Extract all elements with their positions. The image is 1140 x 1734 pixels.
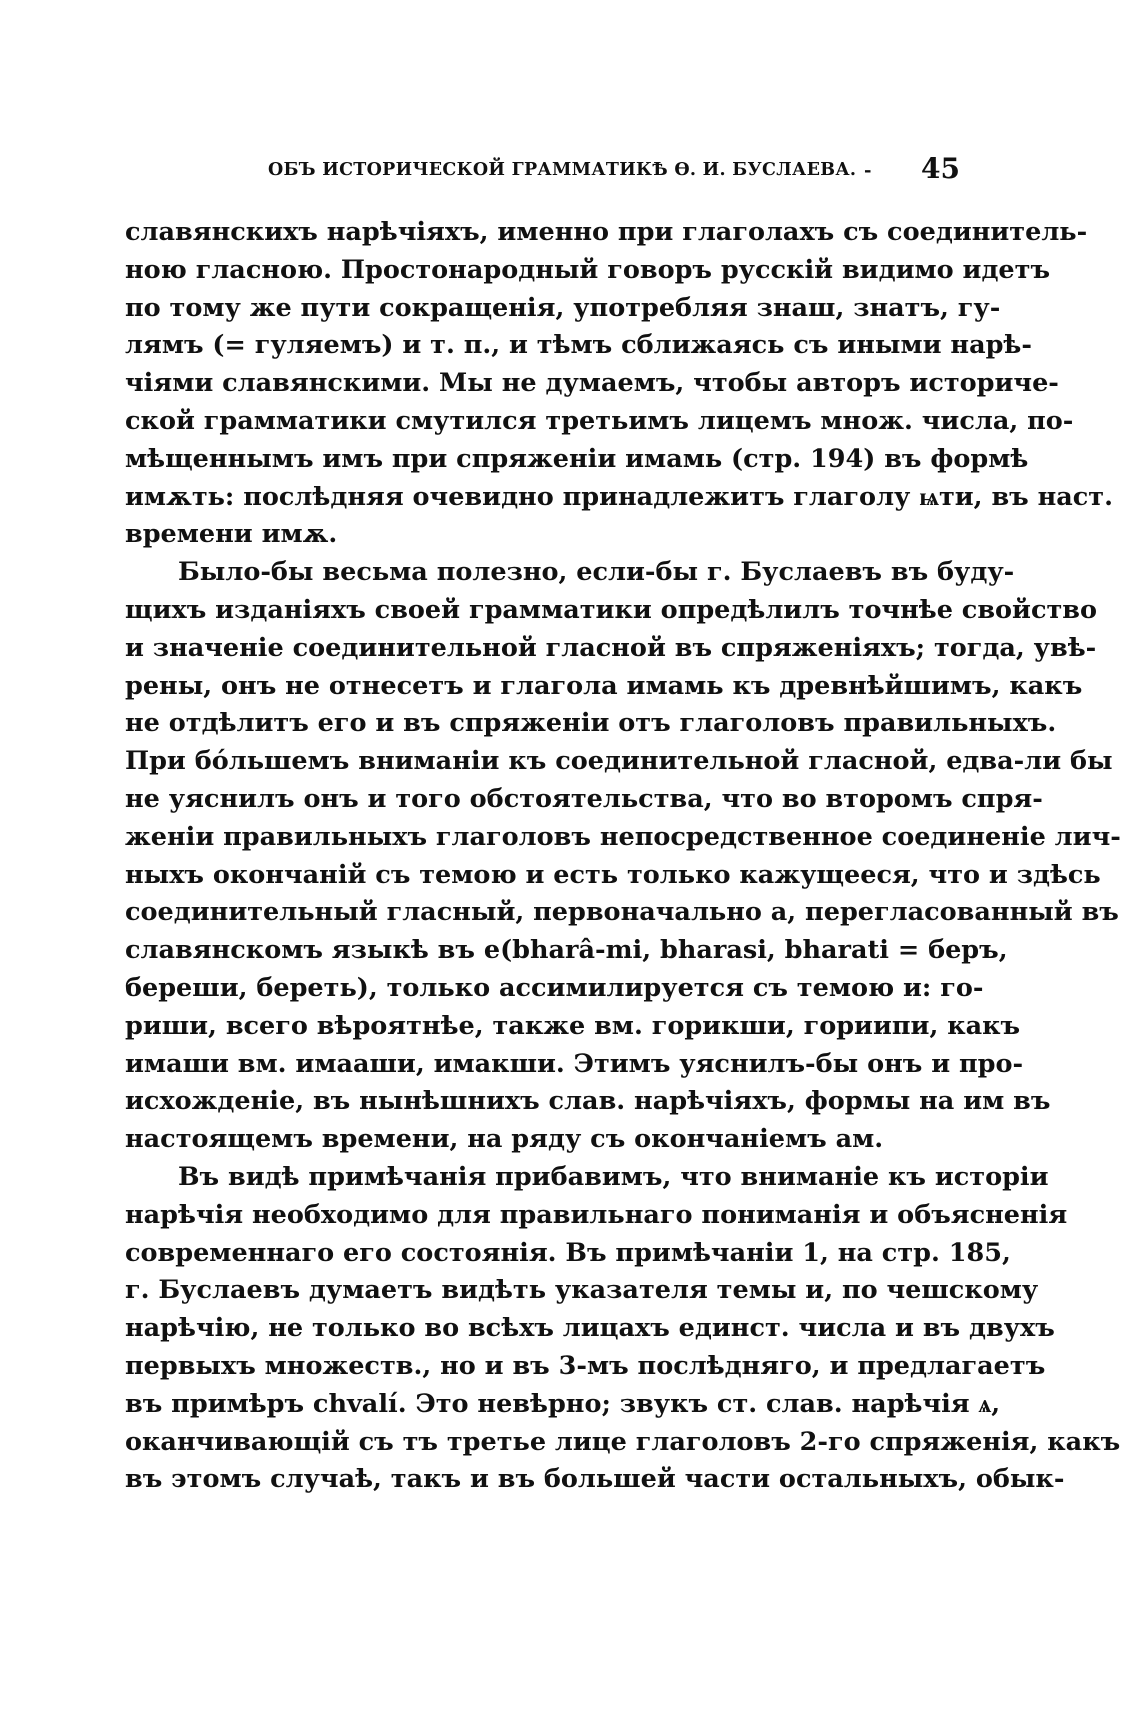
text-line: славянскихъ нарѣчіяхъ, именно при глаголахъ съ соединитель- xyxy=(125,217,1088,247)
text-line: соединительный гласный, первоначально а, перегласованный въ xyxy=(125,897,1119,928)
text-line: славянскомъ языкѣ въ е(bharâ-mi, bharasi, bharati = беръ, xyxy=(125,935,1008,966)
text-line: нарѣчія необходимо для правильнаго пониманія и объясненія xyxy=(125,1199,1068,1230)
paragraph-1 xyxy=(125,214,1113,554)
text-line: нарѣчію, не только во всѣхъ лицахъ единст. числа и въ двухъ xyxy=(125,1313,1055,1344)
body-text xyxy=(125,214,1121,1499)
header-dash: - xyxy=(864,160,872,181)
text-line: мѣщеннымъ имъ при спряженіи имамь (стр. 194) въ формѣ xyxy=(125,443,1029,474)
text-line: не отдѣлитъ его и въ спряженіи отъ глаголовъ правильныхъ. xyxy=(125,708,1057,739)
text-line: въ этомъ случаѣ, такъ и въ большей части остальныхъ, обык- xyxy=(125,1464,1065,1495)
text-line: Въ видѣ примѣчанія прибавимъ, что вниманіе къ исторіи xyxy=(178,1161,1049,1192)
text-line: При бóльшемъ вниманіи къ соединительной гласной, едва-ли бы xyxy=(125,746,1113,777)
text-line: ныхъ окончаній съ темою и есть только кажущееся, что и здѣсь xyxy=(125,859,1101,890)
text-line: береши, береть), только ассимилируется съ темою и: го- xyxy=(125,972,984,1003)
text-line: первыхъ множеств., но и въ 3-мъ послѣдняго, и предлагаетъ xyxy=(125,1350,1046,1381)
text-line: Было-бы весьма полезно, если-бы г. Буслаевъ въ буду- xyxy=(178,557,1015,588)
paragraph-3 xyxy=(125,1159,1121,1499)
running-title: ОБЪ ИСТОРИЧЕСКОЙ ГРАММАТИКѢ Ѳ. И. БУСЛАЕВА. xyxy=(268,160,857,180)
page-number: 45 xyxy=(921,152,960,185)
text-line: ской грамматики смутился третьимъ лицемъ множ. числа, по- xyxy=(125,405,1074,436)
text-line: не уяснилъ онъ и того обстоятельства, что во второмъ спря- xyxy=(125,783,1043,814)
text-line: имѫть: послѣдняя очевидно принадлежитъ глаголу ѩти, въ наст. xyxy=(125,481,1113,512)
text-line: оканчивающій съ тъ третье лице глаголовъ 2-го спряженія, какъ xyxy=(125,1426,1121,1457)
running-head xyxy=(260,152,966,192)
text-line: имаши вм. имааши, имакши. Этимъ уяснилъ-бы онъ и про- xyxy=(125,1048,1024,1079)
text-line: въ примѣръ chvalí. Это невѣрно; звукъ ст. слав. нарѣчія ѧ, xyxy=(125,1388,1001,1419)
text-line: современнаго его состоянія. Въ примѣчаніи 1, на стр. 185, xyxy=(125,1237,1011,1268)
text-line: чіями славянскими. Мы не думаемъ, чтобы авторъ историче- xyxy=(125,368,1059,399)
text-line: рены, онъ не отнесетъ и глагола имамь къ древнѣйшимъ, какъ xyxy=(125,670,1083,701)
text-line: настоящемъ времени, на ряду съ окончаніемъ ам. xyxy=(125,1124,884,1155)
text-line: женіи правильныхъ глаголовъ непосредственное соединеніе лич- xyxy=(125,821,1121,852)
text-line: щихъ изданіяхъ своей грамматики опредѣлилъ точнѣе свойство xyxy=(125,594,1098,625)
text-line: и значеніе соединительной гласной въ спряженіяхъ; тогда, увѣ- xyxy=(125,632,1097,663)
text-line: ною гласною. Простонародный говоръ русскій видимо идетъ xyxy=(125,254,1051,285)
text-line: по тому же пути сокращенія, употребляя знаш, знатъ, гу- xyxy=(125,292,1001,323)
text-line: исхожденіе, въ нынѣшнихъ слав. нарѣчіяхъ, формы на им въ xyxy=(125,1086,1051,1117)
paragraph-2 xyxy=(125,554,1121,1159)
text-line: лямъ (= гуляемъ) и т. п., и тѣмъ сближаясь съ иными нарѣ- xyxy=(125,330,1032,361)
text-line: г. Буслаевъ думаетъ видѣть указателя темы и, по чешскому xyxy=(125,1275,1039,1306)
text-line: риши, всего вѣроятнѣе, также вм. горикши, гориипи, какъ xyxy=(125,1010,1021,1041)
text-line: времени имѫ. xyxy=(125,519,338,550)
